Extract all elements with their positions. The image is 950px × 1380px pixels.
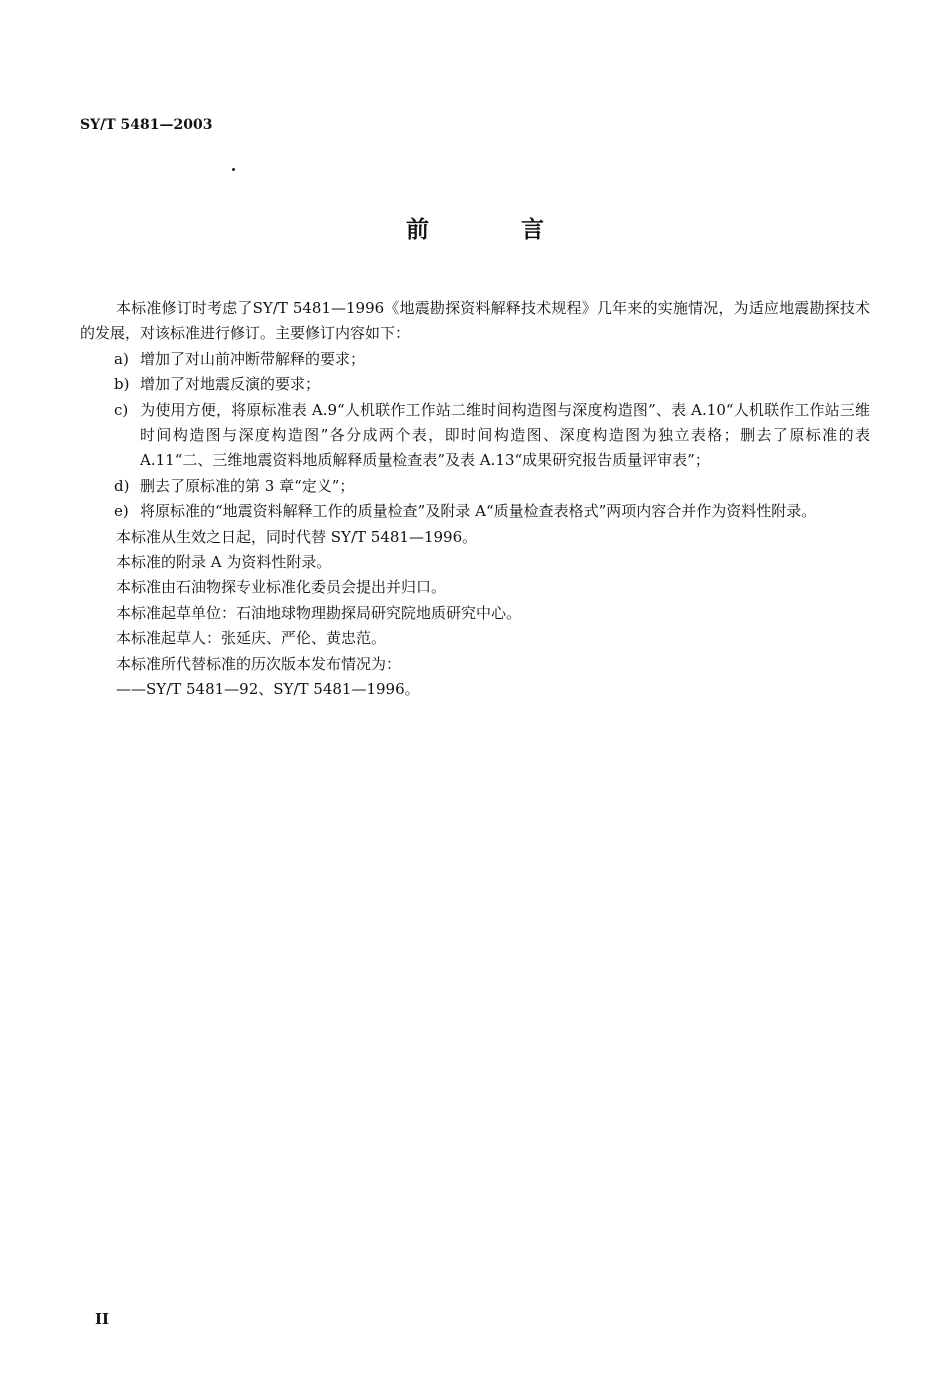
list-item-b [80,372,870,397]
list-item-text: 增加了对地震反演的要求； [140,375,321,394]
list-marker: c) [114,400,129,419]
page-number: II [95,1310,110,1328]
statement-proposer: 本标准由石油物探专业标准化委员会提出并归口。 [116,578,447,597]
list-marker: d) [114,476,130,495]
standard-code: SY/T 5481—2003 [80,117,213,133]
statement-history-versions: ——SY/T 5481—92、SY/T 5481—1996。 [116,680,420,699]
list-item-a [80,347,870,372]
list-item-e [80,499,870,524]
list-marker: b) [114,375,130,394]
statement-history-heading: 本标准所代替标准的历次版本发布情况为： [116,654,402,673]
list-item-text: 为使用方便，将原标准表 A.9“人机联作工作站二维时间构造图与深度构造图”、表 A.10“人机联作工作站三维时间构造图与深度构造图”各分成两个表，即时间构造图、深度构造图为独立表格；删去了原标准的表 A.11“二、三维地震资料地质解释质量检查表”及表 A.13“成果研究报告质量评审表”； [140,400,870,470]
statement-appendix: 本标准的附录 A 为资料性附录。 [116,553,332,572]
statement-drafting-unit: 本标准起草单位：石油地球物理勘探局研究院地质研究中心。 [116,603,522,622]
list-marker: e) [114,502,129,521]
list-item-text: 删去了原标准的第 3 章“定义”； [140,476,355,495]
statement-replaces: 本标准从生效之日起，同时代替 SY/T 5481—1996。 [116,527,478,546]
stray-dot-mark [232,168,235,171]
page-title: 前 言 [405,217,586,243]
intro-paragraph: 本标准修订时考虑了SY/T 5481—1996《地震勘探资料解释技术规程》几年来的实施情况，为适应地震勘探技术的发展，对该标准进行修订。主要修订内容如下： [80,299,870,343]
list-item-text: 增加了对山前冲断带解释的要求； [140,349,366,368]
list-marker: a) [114,349,129,368]
list-item-c [80,398,870,474]
list-item-text: 将原标准的“地震资料解释工作的质量检查”及附录 A“质量检查表格式”两项内容合并作为资料性附录。 [140,502,817,521]
foreword-body [80,296,870,703]
list-item-d [80,474,870,499]
statement-drafters: 本标准起草人：张延庆、严伦、黄忠范。 [116,629,387,648]
